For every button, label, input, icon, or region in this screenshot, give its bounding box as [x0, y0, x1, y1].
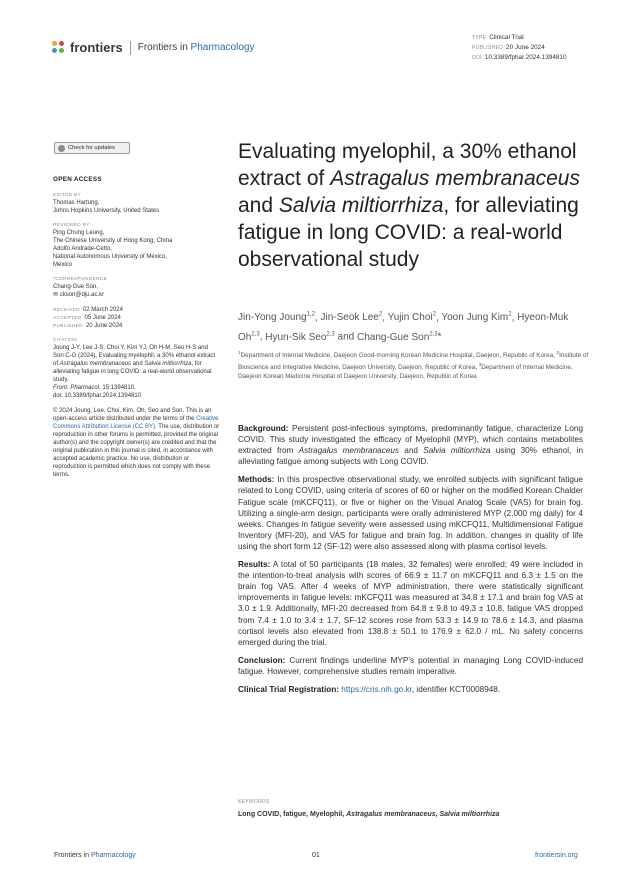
abstract-background	[238, 423, 583, 467]
abstract-results	[238, 559, 583, 648]
keywords	[238, 799, 583, 818]
corresponding-author: Chang-Gue Son,	[53, 284, 99, 290]
abstract-methods	[238, 474, 583, 552]
author-affil-mark: 2,3	[326, 331, 335, 338]
abstract-text: A total of 50 participants (18 males, 32 females) were enrolled; 49 were included in the intention-to-treat analysis with scores of 66.9 ± 11.7 on mKCFQ11 and 6.3 ± 1.5 on the brain fog VAS. After 4 weeks of MYP administration, there were statistically significant improvements in fatigue levels: mKCFQ11 was measured at 34.8 ± 17.1 and brain fog VAS at 3.0 ± 1.9. Additionally, MFI-20 decreased from 64.8 ± 9.8 to 49.3 ± 10.8, fatigue VAS dropped from 7.4 ± 1.0 to 3.4 ± 1.7, SF-12 scores rose from 53.3 ± 14.9 to 78.6 ± 14.3, and plasma cortisol levels also elevated from 138.8 ± 50.1 to 176.9 ± 62.0 / mL. No safety concerns emerged during the trial.	[238, 560, 583, 647]
title-species: Salvia miltiorrhiza	[278, 194, 444, 217]
affil-text: Institute of Bioscience and Integrative Medicine, Daejeon University, Daejeon, Republic of Korea,	[238, 352, 589, 372]
affil-mark: 1	[238, 350, 241, 355]
footer-site-link[interactable]: frontiersin.org	[535, 852, 578, 859]
title-species: Astragalus membranaceus	[330, 167, 580, 190]
abstract-conclusion	[238, 655, 583, 677]
abstract-text: , identifier KCT0008948.	[411, 684, 501, 694]
corresponding-email[interactable]: ✉ ckson@dju.ac.kr	[53, 292, 105, 298]
accepted-date	[53, 314, 220, 322]
keyword-part: Long COVID, fatigue, Myelophil,	[238, 811, 347, 818]
editor-name: Thomas Hartung,	[53, 200, 100, 206]
abstract	[238, 423, 583, 702]
frontiers-logo[interactable]	[52, 40, 254, 55]
author-affil-mark: 2,3	[251, 331, 260, 338]
reviewer-line: Ping Chung Leung,	[53, 230, 105, 236]
author-sep: and	[334, 331, 357, 343]
type-label: TYPE	[472, 35, 487, 41]
frontiers-logo-icon	[52, 41, 66, 54]
registry-link[interactable]: https://cris.nih.go.kr	[341, 684, 412, 694]
citation-part: Joung J-Y, Lee J-S, Choi Y, Kim YJ, Oh H-M, Seo H-S and Son C-G (2024), Evaluating myelophil, a 30% ethanol extract of	[53, 345, 216, 367]
reviewer-line: Adolfo Andrade-Cetto,	[53, 246, 113, 252]
correspondence-label: *CORRESPONDENCE	[53, 277, 108, 282]
copyright	[53, 407, 220, 479]
published-date-value: 20 June 2024	[85, 323, 123, 329]
author[interactable]	[441, 312, 511, 323]
keyword-species: Salvia miltiorrhiza	[439, 811, 500, 818]
abstract-text: Persistent post-infectious symptoms, predominantly fatigue, characterize Long COVID. This study investigated the efficacy of Myelophil (MYP), which contains metabolites extracted from	[238, 424, 583, 456]
citation-text	[53, 344, 220, 384]
affil-mark: 3	[478, 362, 482, 368]
citation-label: CITATION	[53, 338, 78, 343]
reviewed-label: REVIEWED BY	[53, 223, 90, 228]
affil-mark: 2	[556, 350, 560, 355]
author-name: Yujin Choi	[387, 312, 433, 324]
meta-type	[472, 33, 567, 43]
title-part: and	[238, 194, 279, 217]
citation-species: Astragalus membranaceus	[59, 361, 132, 367]
author-sep: ,	[382, 312, 388, 324]
author-name: Yoon Jung Kim	[441, 312, 509, 324]
sidebar-info	[53, 176, 220, 486]
author-affil-mark: 2	[378, 312, 383, 318]
citation-doi[interactable]: doi: 10.3389/fphar.2024.1394810	[53, 393, 142, 399]
published-value: 20 June 2024	[506, 44, 545, 51]
title-part: , for alleviating fatigue in long COVID: a real-world observational study	[238, 194, 579, 271]
editor-affil: Johns Hopkins University, United States	[53, 208, 160, 214]
section-label: Results:	[238, 560, 271, 570]
check-updates-icon	[58, 145, 65, 152]
keywords-label: KEYWORDS	[238, 799, 270, 805]
keywords-text	[238, 811, 583, 818]
license-link[interactable]: Creative Commons Attribution License (CC BY)	[53, 416, 219, 430]
citation-species: Salvia miltiorrhiza	[144, 361, 192, 367]
author-name: Chang-Gue Son	[356, 331, 430, 343]
footer-journal-prefix: Frontiers in	[54, 852, 91, 859]
article-meta	[472, 33, 567, 63]
abstract-species: Salvia miltiorrhiza	[423, 446, 491, 456]
author-sep: ,	[435, 312, 442, 324]
open-access-label: OPEN ACCESS	[53, 176, 102, 183]
author-affil-mark: 2	[432, 312, 436, 318]
reviewed-by	[53, 222, 220, 269]
check-for-updates-button[interactable]	[54, 142, 130, 154]
journal-name: Pharmacology	[190, 42, 255, 53]
received-date	[53, 306, 220, 314]
header-divider	[130, 41, 131, 55]
citation-part: and	[131, 361, 145, 367]
published-date-label: PUBLISHED	[53, 324, 83, 329]
abstract-species: Astragalus membranaceus	[298, 446, 400, 456]
citation-journal-line	[53, 384, 220, 392]
doi-label: DOI	[472, 55, 482, 61]
reviewer-line: Mexico	[53, 262, 73, 268]
footer-journal[interactable]	[54, 852, 136, 859]
affiliations	[238, 348, 590, 381]
copyright-text: . The use, distribution or reproduction in other forums is permitted, provided the original author(s) and the copyright owner(s) are credited and that the original publication in this journal is cited, in accordance with accepted academic practice. No use, distribution or reproduction is permitted which does not comply with these terms.	[53, 424, 220, 478]
author-affil-mark: 2,3	[429, 331, 438, 338]
author-sep: ,	[259, 331, 266, 343]
meta-doi	[472, 53, 567, 63]
author-name: Jin-Seok Lee	[320, 312, 379, 324]
accepted-value: 05 June 2024	[84, 315, 121, 321]
affil-text: Department of Internal Medicine, Daejeon Good-morning Korean Medicine Hospital, Daejeon, Republic of Korea,	[240, 352, 557, 360]
author-affil-mark: 2	[508, 312, 512, 318]
article-title	[238, 138, 590, 273]
author[interactable]	[265, 332, 334, 343]
received-value: 02 March 2024	[82, 307, 123, 313]
abstract-text: using 30% ethanol, in alleviating fatigue among subjects with Long COVID.	[238, 446, 584, 467]
reviewer-line: National Autonomous University of Mexico,	[53, 254, 168, 260]
edited-by	[53, 192, 220, 215]
published-label: PUBLISHED	[472, 45, 504, 51]
author-name: Jin-Yong Joung	[238, 312, 307, 324]
check-updates-label: Check for updates	[68, 145, 116, 151]
abstract-text: In this prospective observational study, we enrolled subjects with significant fatigue related to Long COVID, using criteria of scores of 60 or higher on the modified Korean Chalder Fatigue scale (mKCFQ11), or five or higher on the Visual Analog Scale (VAS) for brain fog. Utilizing a single-arm design, participants were orally administered MYP (2,000 mg daily) for 4 weeks. Changes in fatigue severity were assessed using mKCFQ11, Multidimensional Fatigue Inventory (MFI-20), and VAS for fatigue and brain fog. In addition, changes in quality of life using the short form 12 (SF-12) were also assessed along with plasma cortisol levels.	[238, 475, 583, 551]
edited-label: EDITED BY	[53, 193, 82, 198]
author-sep: ,	[314, 312, 321, 324]
section-label: Methods:	[238, 475, 275, 485]
brand-name: frontiers	[70, 40, 123, 55]
author-name: Hyun-Sik Seo	[265, 331, 327, 343]
abstract-text: Current findings underline MYP’s potential in managing Long COVID-induced fatigue. However, comprehensive studies remain imperative.	[238, 655, 583, 676]
published-date	[53, 322, 220, 330]
doi-value[interactable]: 10.3389/fphar.2024.1394810	[484, 54, 567, 61]
affil-text: Department of Internal Medicine, Daejeon Korean Medicine Hospital of Daejeon University, Daejeon, Republic of Korea	[238, 364, 573, 381]
journal-title[interactable]	[138, 42, 255, 53]
section-label: Background:	[238, 424, 289, 433]
correspondence	[53, 276, 220, 299]
author-name: Hyeon-Muk Oh	[238, 312, 569, 343]
abstract-registration	[238, 684, 583, 695]
citation	[53, 337, 220, 400]
author-sep: ,	[511, 312, 518, 324]
accepted-label: ACCEPTED	[53, 316, 82, 321]
citation-part: , for alleviating fatigue in long COVID: a real-world observational study.	[53, 361, 212, 383]
copyright-text: © 2024 Joung, Lee, Choi, Kim, Oh, Seo and Son. This is an open-access article distributed under the terms of the	[53, 408, 212, 422]
author[interactable]	[388, 312, 436, 323]
footer-journal-name: Pharmacology	[90, 852, 136, 859]
author[interactable]	[238, 312, 315, 323]
received-label: RECEIVED	[53, 308, 80, 313]
meta-published	[472, 43, 567, 53]
author[interactable]	[320, 312, 382, 323]
article-dates	[53, 306, 220, 330]
keyword-species: Astragalus membranaceus	[346, 811, 436, 818]
author-sep: *	[437, 331, 442, 343]
journal-prefix: Frontiers in	[137, 42, 191, 53]
author[interactable]	[357, 332, 438, 343]
title-part: Evaluating myelophil, a 30% ethanol extract of	[238, 140, 577, 190]
reviewer-line: The Chinese University of Hong Kong, China	[53, 238, 173, 244]
keyword-part: ,	[435, 811, 440, 818]
section-label: Clinical Trial Registration:	[238, 684, 339, 694]
section-label: Conclusion:	[238, 655, 286, 665]
abstract-text: and	[399, 446, 424, 456]
author-list	[238, 307, 590, 346]
page-number: 01	[312, 852, 320, 859]
citation-journal: Front. Pharmacol.	[53, 385, 101, 391]
citation-volume: 15:1394810.	[100, 385, 136, 391]
type-value: Clinical Trial	[489, 34, 524, 41]
author-affil-mark: 1,2	[306, 312, 315, 318]
